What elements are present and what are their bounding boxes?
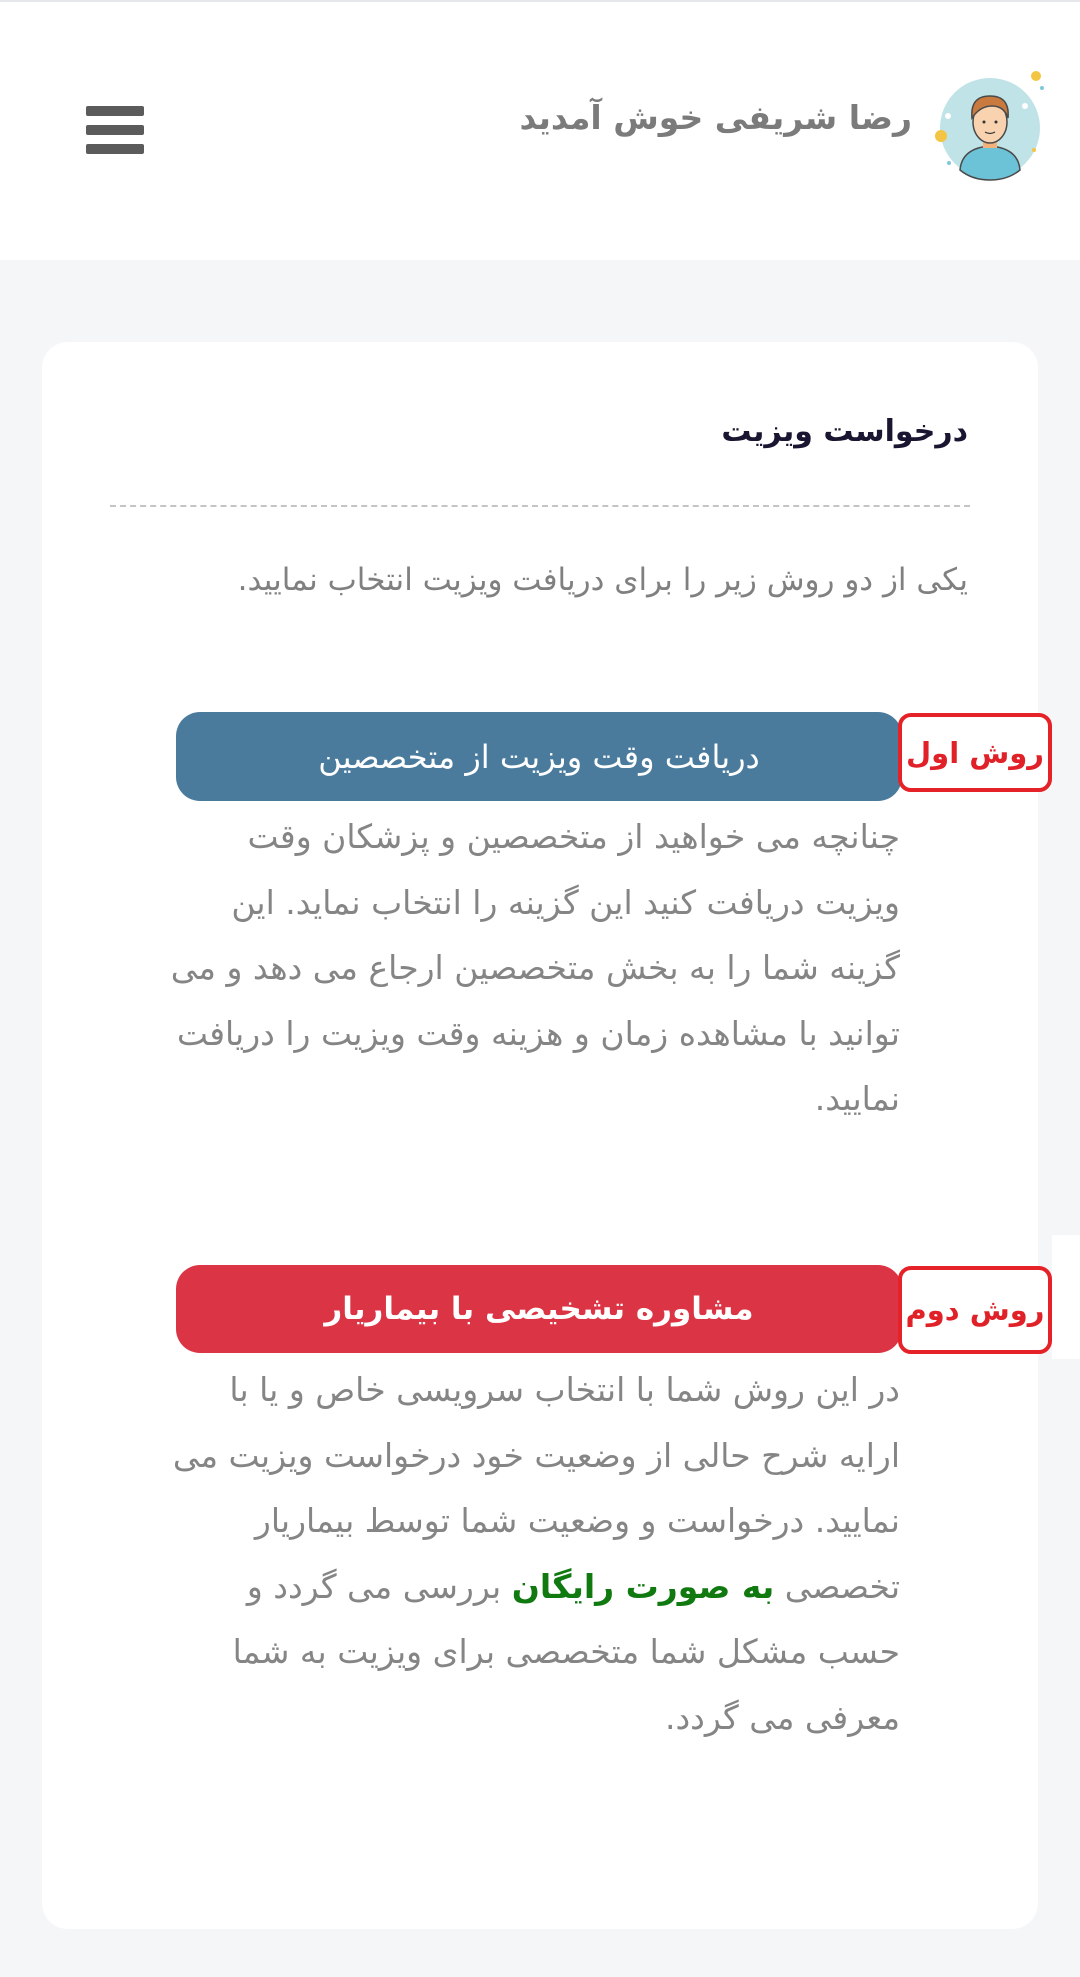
specialist-appointment-button[interactable]: دریافت وقت ویزیت از متخصصین — [176, 712, 902, 801]
menu-bar — [86, 144, 144, 154]
app-header — [0, 0, 1080, 260]
dashed-divider — [110, 505, 970, 507]
intro-text: یکی از دو روش زیر را برای دریافت ویزیت انتخاب نمایید. — [237, 562, 968, 598]
menu-bar — [86, 125, 144, 135]
method-two-description — [160, 1357, 900, 1750]
description-text: در این روش شما با انتخاب سرویسی خاص و یا با ارایه شرح حالی از وضعیت خود درخواست ویزیت می نمایید. درخواست و وضعیت شما توسط بیماریار تخصصی — [172, 1370, 900, 1606]
hamburger-menu-icon[interactable] — [84, 104, 146, 156]
method-one-label: روش اول — [898, 713, 1052, 792]
menu-bar — [86, 106, 144, 116]
method-two-label: روش دوم — [898, 1266, 1052, 1354]
diagnostic-consultation-button[interactable]: مشاوره تشخیصی با بیماریار — [176, 1265, 902, 1353]
method-one-description: چنانچه می خواهید از متخصصین و پزشکان وقت ویزیت دریافت کنید این گزینه را انتخاب نماید. این گزینه شما را به بخش متخصصین ارجاع می دهد و می توانید با مشاهده زمان و هزینه وقت ویزیت را دریافت نمایید. — [170, 817, 900, 1118]
free-highlight: به صورت رایگان — [511, 1566, 775, 1606]
card-title: درخواست ویزیت — [721, 414, 968, 449]
label-backdrop — [1052, 1235, 1080, 1359]
welcome-greeting: رضا شریفی خوش آمدید — [519, 98, 912, 137]
user-avatar-icon[interactable] — [932, 66, 1054, 188]
description-text: بررسی می گردد و حسب مشکل شما متخصصی برای ویزیت به شما معرفی می گردد. — [232, 1566, 900, 1737]
visit-request-card — [42, 342, 1045, 1929]
